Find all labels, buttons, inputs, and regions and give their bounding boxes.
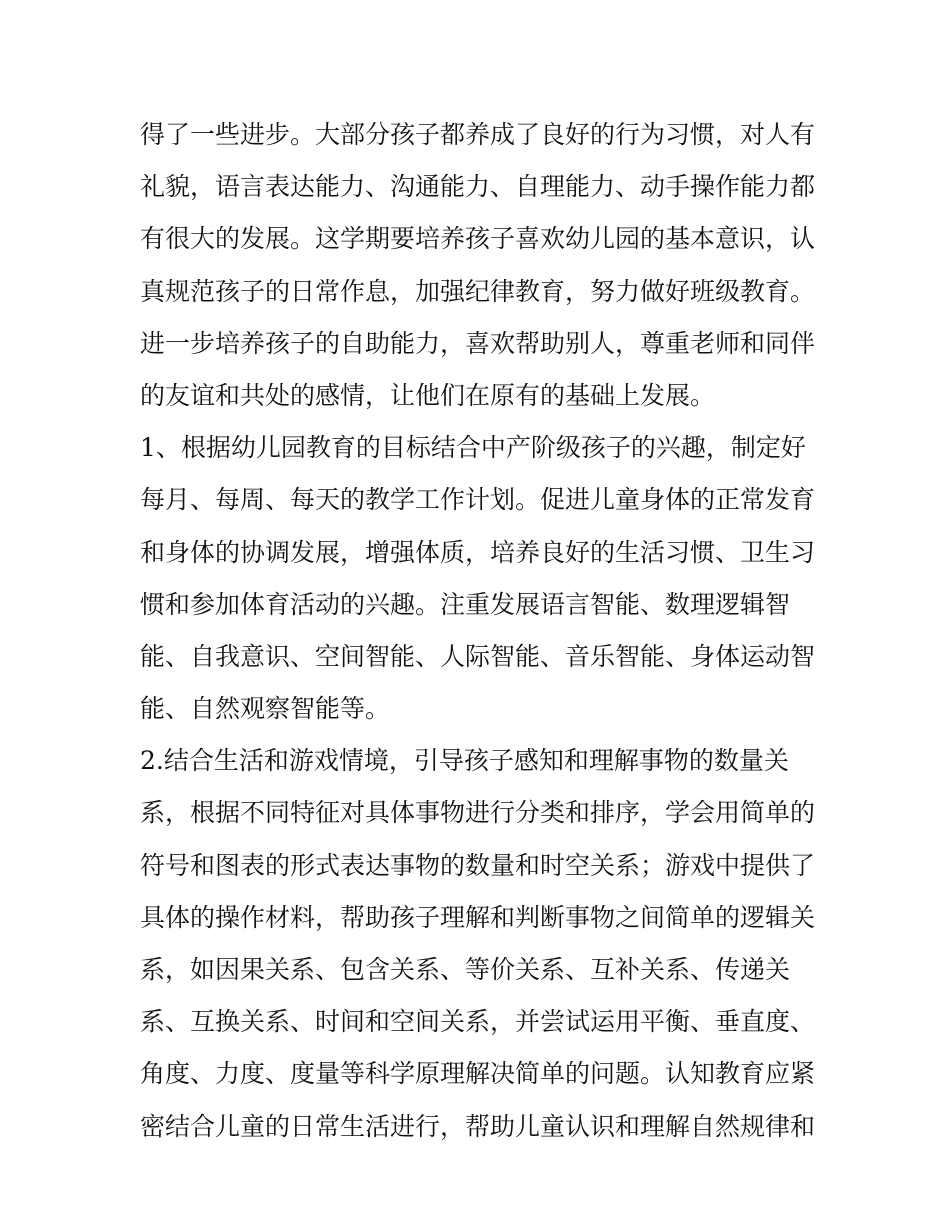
text-line: 礼貌，语言表达能力、沟通能力、自理能力、动手操作能力都 [140,172,816,202]
text-line: 2.结合生活和游戏情境，引导孩子感知和理解事物的数量关 [140,746,789,776]
text-line: 具体的操作材料，帮助孩子理解和判断事物之间简单的逻辑关 [140,902,816,932]
text-line: 符号和图表的形式表达事物的数量和时空关系；游戏中提供了 [140,850,816,880]
text-line: 得了一些进步。大部分孩子都养成了良好的行为习惯，对人有 [140,120,816,149]
text-line: 惯和参加体育活动的兴趣。注重发展语言智能、数理逻辑智 [140,589,791,619]
paragraph-item-1 [140,422,820,735]
text-line: 有很大的发展。这学期要培养孩子喜欢幼儿园的基本意识，认 [140,224,816,254]
document-body [140,109,820,1153]
text-line: 每月、每周、每天的教学工作计划。促进儿童身体的正常发育 [140,485,816,515]
text-line: 能、自我意识、空间智能、人际智能、音乐智能、身体运动智 [140,641,816,671]
paragraph-item-2 [140,735,820,1153]
text-line: 系，如因果关系、包含关系、等价关系、互补关系、传递关 [140,955,791,984]
text-line: 进一步培养孩子的自助能力，喜欢帮助别人，尊重老师和同伴 [140,328,816,358]
text-line: 角度、力度、度量等科学原理解决简单的问题。认知教育应紧 [140,1059,816,1089]
text-line: 1、根据幼儿园教育的目标结合中产阶级孩子的兴趣，制定好 [140,433,806,463]
text-line: 系，根据不同特征对具体事物进行分类和排序，学会用简单的 [140,798,816,828]
text-line: 系、互换关系、时间和空间关系，并尝试运用平衡、垂直度、 [140,1007,816,1037]
paragraph-intro [140,109,820,422]
text-line: 的友谊和共处的感情，让他们在原有的基础上发展。 [140,380,716,410]
text-line: 真规范孩子的日常作息，加强纪律教育，努力做好班级教育。 [140,276,816,306]
text-line: 密结合儿童的日常生活进行，帮助儿童认识和理解自然规律和 [140,1111,816,1141]
text-line: 能、自然观察智能等。 [140,694,391,724]
text-line: 和身体的协调发展，增强体质，培养良好的生活习惯、卫生习 [140,537,816,567]
